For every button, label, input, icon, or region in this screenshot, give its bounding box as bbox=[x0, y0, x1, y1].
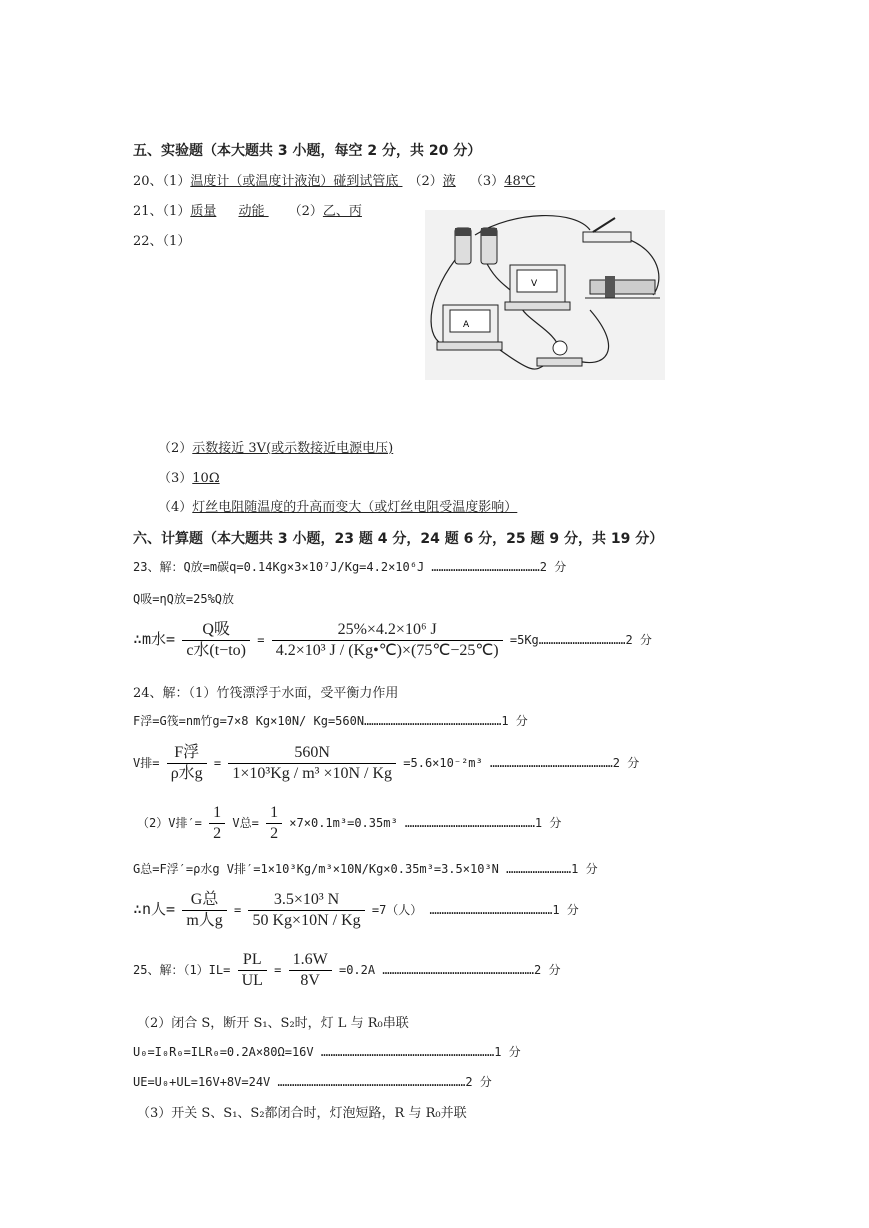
q21-part-2: （2） bbox=[288, 204, 323, 219]
q24-f3-den: 2 bbox=[213, 825, 222, 842]
q22-line-2 bbox=[158, 437, 393, 456]
q21-num: 21、（1） bbox=[133, 204, 191, 219]
q22-part-4: （4） bbox=[158, 500, 193, 515]
q24-vprime-prefix: （2）V排′= bbox=[137, 816, 202, 830]
q24-f1-num: F浮 bbox=[167, 743, 207, 764]
q24-line-6: ∴n人= $\frac{\text{G总}}{\text{m人g}}$ = $\frac{\text{3.5×10³ N}}{50 Kg\times 10N / Kg}$ =7（人） ……………………………………………1 分 bbox=[133, 891, 579, 929]
q21-line bbox=[133, 200, 362, 219]
q24-f3-num: 1 bbox=[209, 803, 225, 824]
q23-prefix: ∴m水= bbox=[133, 630, 176, 648]
q20-num: 20、（1） bbox=[133, 174, 191, 189]
q24-line-1: 24、解：（1）竹筏漂浮于水面，受平衡力作用 bbox=[133, 686, 399, 701]
q22-answer-3: 10Ω bbox=[192, 471, 220, 486]
q25-f1-den: UL bbox=[241, 972, 263, 989]
q22-part-2: （2） bbox=[158, 441, 193, 456]
q24-line-2: F浮=G筏=nm竹g=7×8 Kg×10N/ Kg=560N…………………………………………………1 分 bbox=[133, 714, 528, 728]
q22-answer-4: 灯丝电阻随温度的升高而变大（或灯丝电阻受温度影响） bbox=[192, 500, 518, 515]
q22-part-3: （3） bbox=[158, 471, 193, 486]
q24-f3-num-2: 1 bbox=[266, 803, 282, 824]
q25-line-4: UE=U₀+UL=16V+8V=24V ……………………………………………………………………2 分 bbox=[133, 1075, 492, 1089]
q20-answer-1: 温度计（或温度计液泡）碰到试管底 bbox=[190, 174, 403, 189]
q24-f2-den: 1×10³Kg / m³ ×10N / Kg bbox=[232, 765, 393, 782]
q24-v-prefix: V排= bbox=[133, 756, 160, 770]
q23-fraction-1 bbox=[182, 620, 250, 661]
q21-answer-1b: 动能 bbox=[238, 204, 269, 219]
q24-v-result: =5.6×10⁻²m³ ……………………………………………2 分 bbox=[403, 756, 640, 770]
q25-i-result: =0.2A ………………………………………………………2 分 bbox=[338, 963, 561, 977]
q23-line-3: ∴m水= $\frac{\text{Q吸}}{\text{c水(t−to)}}$ = $\frac{\text{25\%×4.2×10⁶ J}}{\text{4.2×10³ J / (Kg•℃)×(75℃−25℃)}}$ =5Kg………………………………2 分 bbox=[133, 621, 652, 659]
q20-answer-3: 48℃ bbox=[504, 174, 536, 189]
q24-n-result: =7（人） ……………………………………………1 分 bbox=[371, 903, 579, 917]
ammeter-icon bbox=[437, 305, 502, 350]
q20-part-3: （3） bbox=[469, 174, 505, 189]
q25-f2-num: 1.6W bbox=[289, 950, 332, 971]
q23-f2-num: 25%×4.2×10⁶ J bbox=[272, 620, 503, 641]
q24-f5-den: 50 Kg×10N / Kg bbox=[252, 912, 361, 929]
q24-line-5: G总=F浮′=ρ水g V排′=1×10³Kg/m³×10N/Kg×0.35m³=3.5×10³N ………………………1 分 bbox=[133, 862, 598, 876]
q25-f1-num: PL bbox=[238, 950, 267, 971]
circuit-diagram bbox=[425, 210, 665, 380]
q24-vprime-result: ×7×0.1m³=0.35m³ ………………………………………………1 分 bbox=[289, 816, 562, 830]
q24-f3-den-2: 2 bbox=[270, 825, 279, 842]
q23-f2-den: 4.2×10³ J / (Kg•℃)×(75℃−25℃) bbox=[275, 642, 499, 659]
q23-line-1: 23、解：Q放=m碳q=0.14Kg×3×10⁷J/Kg=4.2×10⁶J ………………………………………2 分 bbox=[133, 560, 567, 574]
q25-line-2: （2）闭合 S，断开 S₁、S₂时，灯 L 与 R₀串联 bbox=[137, 1016, 409, 1031]
section-5-title: 五、实验题（本大题共 3 小题，每空 2 分，共 20 分） bbox=[133, 143, 482, 159]
q25-f2-den: 8V bbox=[300, 972, 320, 989]
q23-f1-num: Q吸 bbox=[182, 620, 250, 641]
q24-fraction-5 bbox=[248, 890, 364, 931]
q22-line-3 bbox=[158, 467, 220, 486]
q21-answer-1: 质量 bbox=[190, 204, 217, 219]
q25-fraction-2 bbox=[289, 950, 332, 991]
q24-fraction-4 bbox=[182, 890, 226, 931]
q24-f4-den: m人g bbox=[186, 912, 223, 929]
q25-i-prefix: 25、解：（1）IL= bbox=[133, 963, 231, 977]
section-6-title: 六、计算题（本大题共 3 小题，23 题 4 分，24 题 6 分，25 题 9 分，共 19 分） bbox=[133, 531, 664, 547]
q21-answer-2: 乙、丙 bbox=[322, 204, 362, 219]
q25-fraction-1 bbox=[238, 950, 267, 991]
q22-answer-2: 示数接近 3V(或示数接近电源电压) bbox=[192, 441, 394, 456]
q23-f1-den: c水(t−to) bbox=[186, 642, 247, 659]
q25-line-3: U₀=I₀R₀=ILR₀=0.2A×80Ω=16V ………………………………………………………………1 分 bbox=[133, 1045, 521, 1059]
voltmeter-label: V bbox=[531, 279, 538, 289]
q24-f1-den: ρ水g bbox=[170, 765, 203, 782]
q24-half-fraction-2 bbox=[266, 803, 282, 844]
q24-half-fraction-1 bbox=[209, 803, 225, 844]
q24-n-prefix: ∴n人= bbox=[133, 900, 176, 918]
q24-f5-num: 3.5×10³ N bbox=[248, 890, 364, 911]
q22-line-4 bbox=[158, 496, 517, 515]
q24-f2-num: 560N bbox=[228, 743, 396, 764]
q25-line-1: 25、解：（1）IL= $\frac{PL}{UL}$ = $\frac{1.6W}{8V}$ =0.2A ………………………………………………………2 分 bbox=[133, 951, 561, 989]
voltmeter-icon bbox=[505, 265, 570, 310]
q24-fraction-1 bbox=[167, 743, 207, 784]
q25-line-5: （3）开关 S、S₁、S₂都闭合时，灯泡短路，R 与 R₀并联 bbox=[137, 1106, 467, 1121]
q24-line-3: V排= $\frac{\text{F浮}}{\text{ρ水g}}$ = $\frac{560N}{\text{1×10³Kg / m³ ×10N / Kg}}$ =5.6×10⁻²m³ ……………………………………………2 分 bbox=[133, 744, 640, 782]
q24-line-4 bbox=[137, 803, 561, 844]
q20-line bbox=[133, 170, 535, 189]
q24-f4-num: G总 bbox=[182, 890, 226, 911]
q22-num: 22、（1） bbox=[133, 234, 191, 249]
q23-result: =5Kg………………………………2 分 bbox=[509, 633, 652, 647]
q24-vtotal: V总= bbox=[232, 816, 259, 830]
q23-line-2: Q吸=ηQ放=25%Q放 bbox=[133, 592, 235, 606]
ammeter-label: A bbox=[463, 320, 470, 330]
q20-answer-2: 液 bbox=[442, 174, 456, 189]
q23-fraction-2 bbox=[272, 620, 503, 661]
q20-part-2: （2） bbox=[408, 174, 443, 189]
q24-fraction-2 bbox=[228, 743, 396, 784]
